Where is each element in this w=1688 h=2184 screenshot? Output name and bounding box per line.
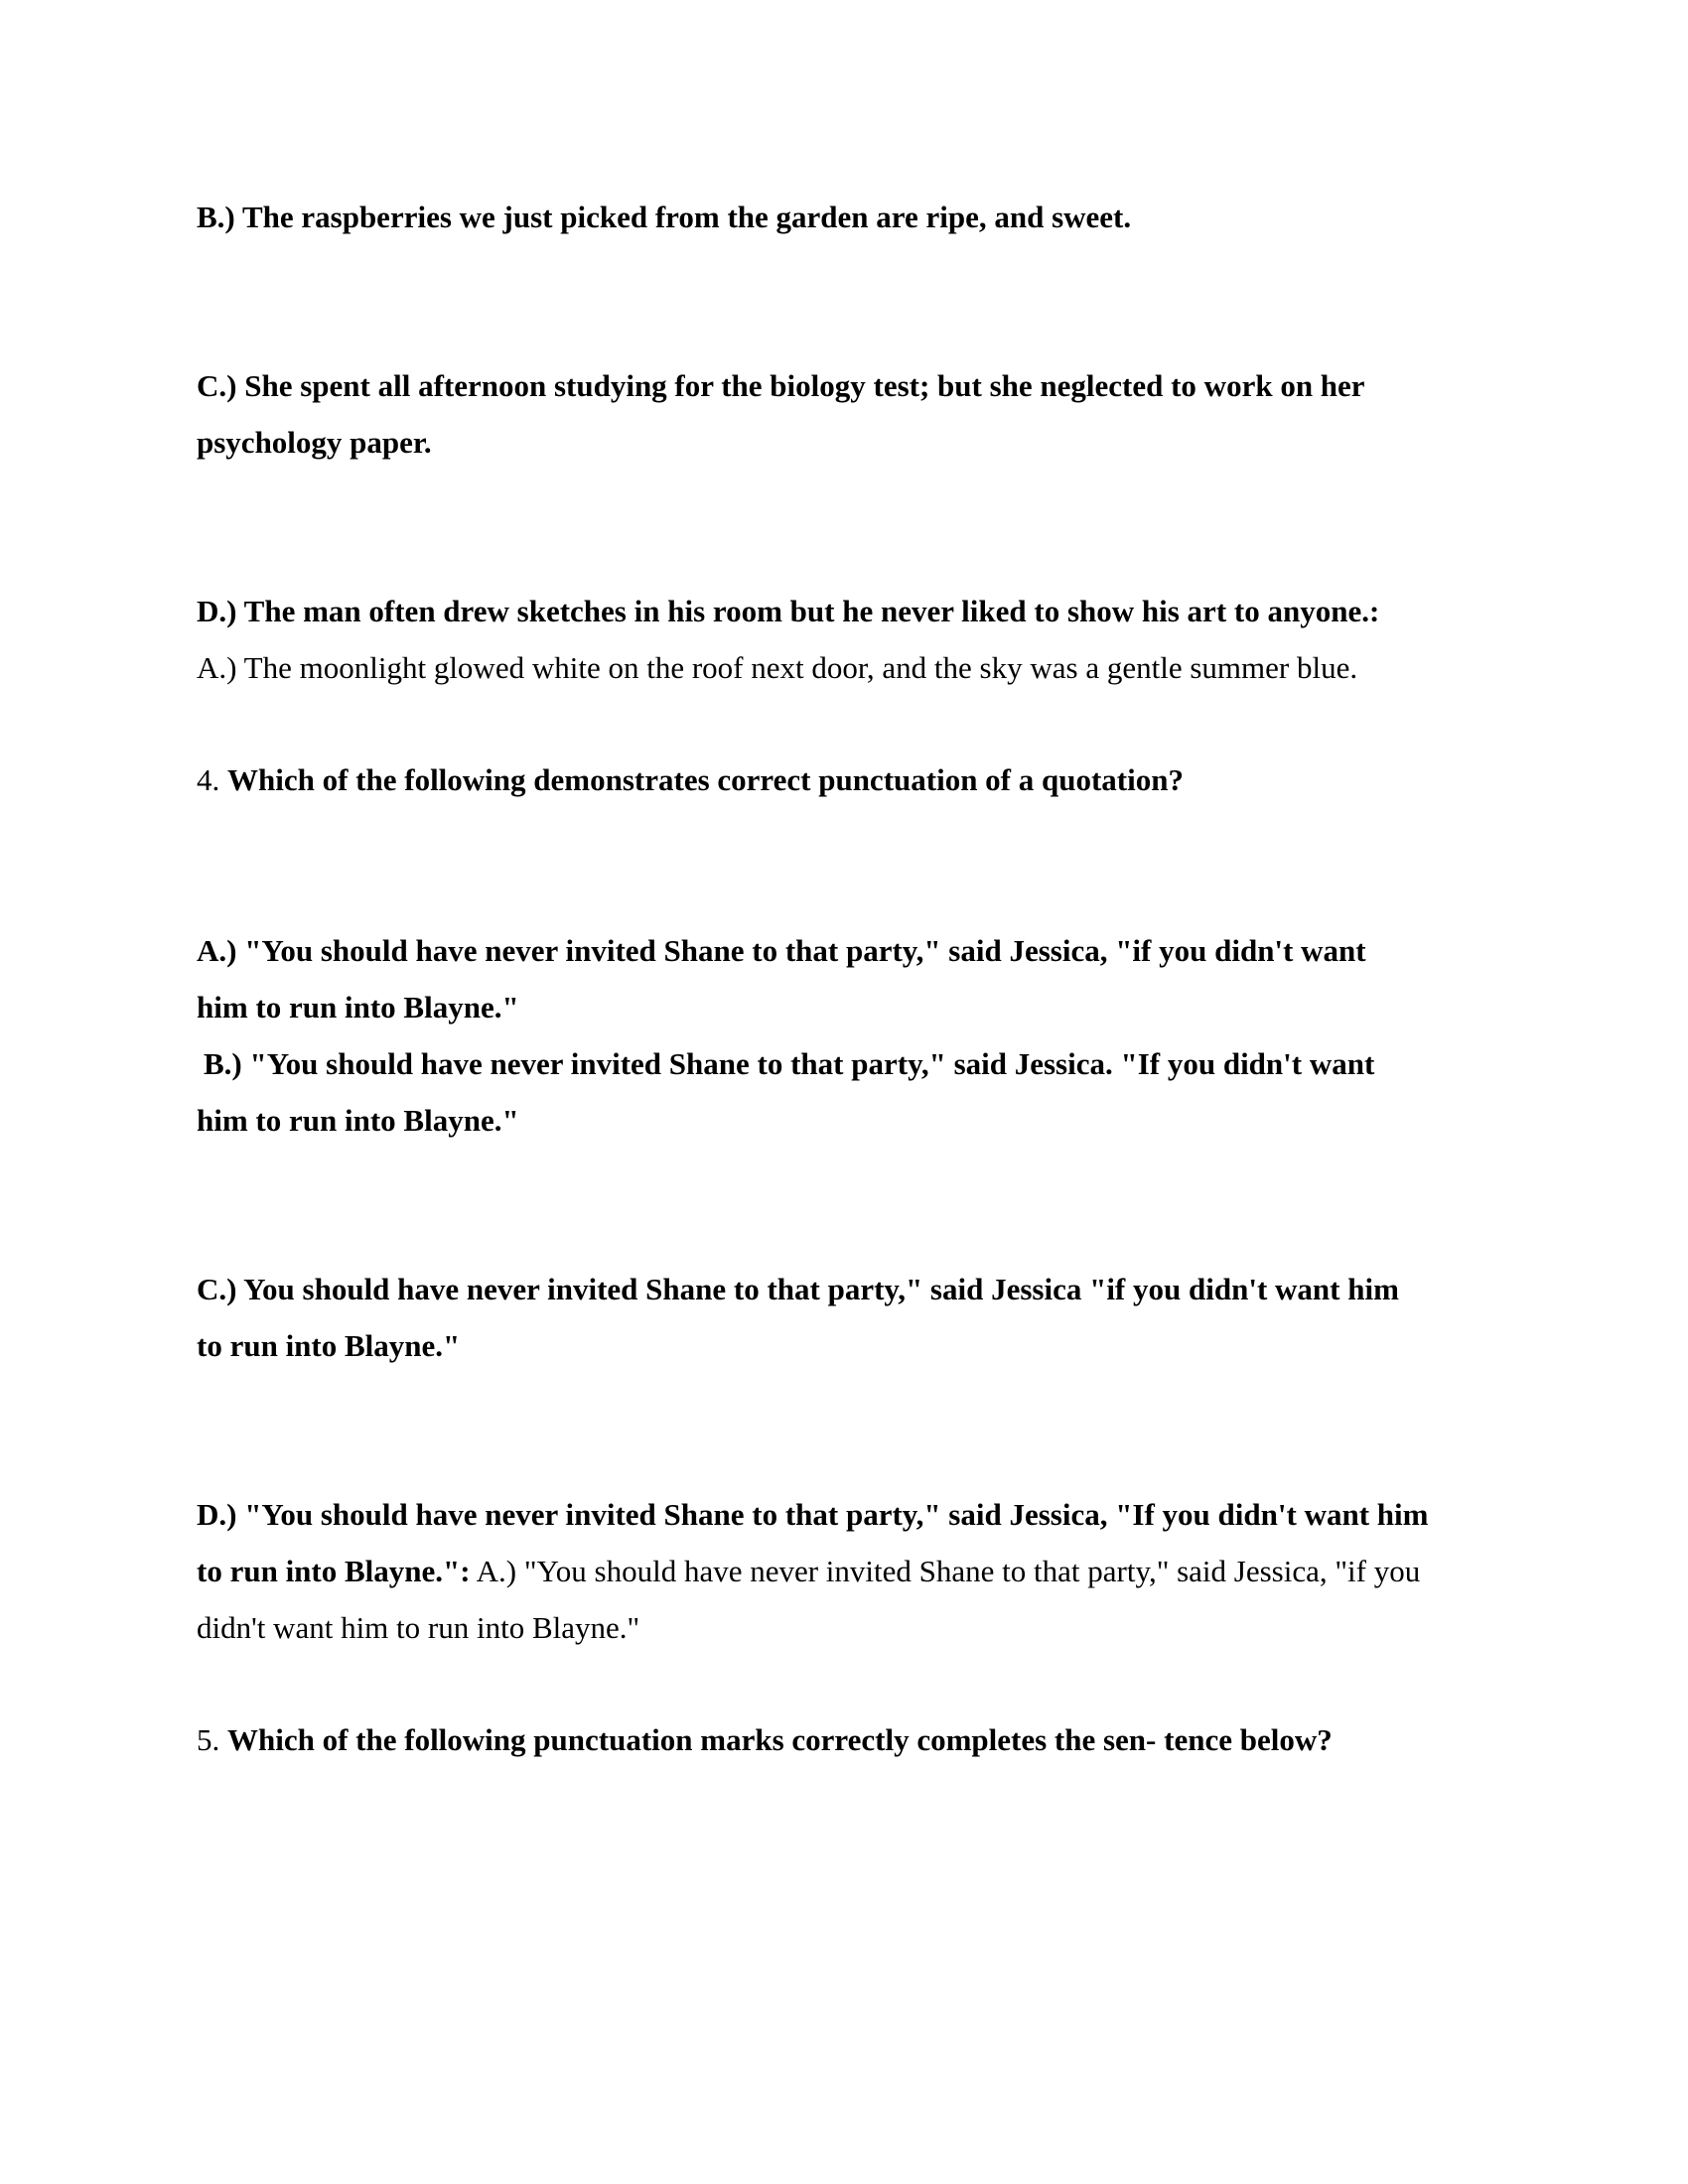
- option-text: She spent all afternoon studying for the biology test; but she neglected to work on her: [244, 368, 1365, 403]
- question-number: 4.: [197, 762, 220, 797]
- option-text: The man often drew sketches in his room but he never liked to show his art to anyone.:: [243, 594, 1380, 628]
- question-text: Which of the following punctuation marks correctly completes the sen- tence below?: [227, 1722, 1333, 1757]
- option-label: A.): [197, 933, 237, 968]
- option-label: D.): [197, 594, 237, 628]
- question-number: 5.: [197, 1722, 220, 1757]
- q3-option-b: [197, 189, 1507, 245]
- option-text: You should have never invited Shane to that party," said Jessica "if you didn't want him: [243, 1272, 1399, 1306]
- question-text: Which of the following demonstrates correct punctuation of a quotation?: [227, 762, 1184, 797]
- q3-answer: [197, 639, 1507, 696]
- option-label: C.): [197, 368, 237, 403]
- option-text: The raspberries we just picked from the garden are ripe, and sweet.: [241, 200, 1132, 234]
- q4-option-a-line1: [197, 922, 1507, 979]
- answer-text: A.) "You should have never invited Shane to that party," said Jessica, "if you: [476, 1554, 1421, 1588]
- answer-text: The moonlight glowed white on the roof next door, and the sky was a gentle summer blue.: [243, 650, 1358, 685]
- q4-option-d-line1: [197, 1486, 1507, 1543]
- q3-option-c-line1: [197, 357, 1507, 414]
- option-label: B.): [204, 1046, 242, 1081]
- question-4: [197, 751, 1507, 808]
- q4-option-b-line2: him to run into Blayne.": [197, 1103, 519, 1138]
- option-label: C.): [197, 1272, 237, 1306]
- option-text: "You should have never invited Shane to that party," said Jessica, "If you didn't want him: [244, 1497, 1429, 1532]
- option-label: D.): [197, 1497, 237, 1532]
- q4-option-a-line2: him to run into Blayne.": [197, 990, 519, 1024]
- q4-option-c-line1: [197, 1261, 1507, 1317]
- q3-option-c-line2: psychology paper.: [197, 425, 432, 460]
- option-label: B.): [197, 200, 235, 234]
- q4-answer-line3: didn't want him to run into Blayne.": [197, 1610, 640, 1645]
- option-text: "You should have never invited Shane to that party," said Jessica. "If you didn't want: [249, 1046, 1375, 1081]
- q4-option-d-line2: [197, 1543, 1507, 1599]
- option-text: "You should have never invited Shane to that party," said Jessica, "if you didn't want: [244, 933, 1366, 968]
- question-5: [197, 1711, 1507, 1768]
- option-text: to run into Blayne.":: [197, 1554, 471, 1588]
- q4-option-c-line2: to run into Blayne.": [197, 1328, 461, 1363]
- q3-option-d: [197, 583, 1507, 639]
- q4-option-b-line1: [204, 1035, 1514, 1092]
- answer-label: A.): [197, 650, 237, 685]
